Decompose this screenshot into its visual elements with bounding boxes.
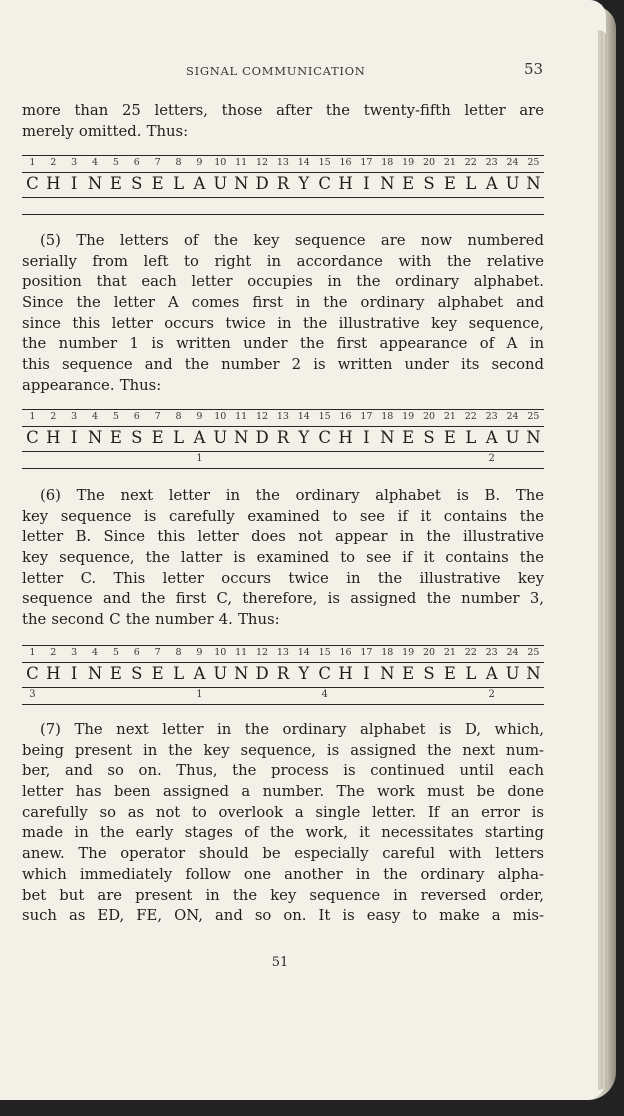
text-line: letter has been assigned a number. The work must be done — [22, 783, 544, 801]
assigned-number — [481, 199, 502, 212]
column-number: 12 — [256, 157, 269, 168]
key-letter: R — [276, 664, 290, 683]
key-letter: S — [423, 428, 435, 447]
assigned-number-row — [22, 453, 544, 466]
assigned-number — [460, 199, 481, 212]
text-line: position that each letter occupies in the ordinary alphabet. — [22, 273, 544, 291]
column-number: 5 — [112, 647, 119, 658]
key-letter: H — [338, 174, 353, 193]
key-letter: N — [526, 664, 541, 683]
column-number: 18 — [381, 411, 394, 422]
key-letter: N — [233, 664, 249, 683]
key-letter: N — [380, 428, 395, 447]
column-number-row — [22, 411, 544, 425]
assigned-number — [377, 689, 398, 702]
key-letter: H — [46, 174, 61, 193]
column-number: 12 — [256, 411, 269, 422]
key-letter: S — [131, 428, 143, 447]
column-number: 11 — [235, 647, 248, 658]
column-number: 25 — [527, 157, 540, 168]
intro-paragraph — [22, 101, 544, 142]
text-line: carefully so as not to overlook a single letter. If an error is — [22, 803, 544, 821]
assigned-number: 3 — [29, 689, 36, 700]
column-number: 3 — [71, 411, 78, 422]
key-letter: H — [46, 664, 61, 683]
assigned-number — [314, 453, 335, 466]
column-number: 14 — [297, 157, 310, 168]
key-letter: A — [193, 174, 206, 193]
assigned-number — [460, 453, 481, 466]
column-number: 23 — [485, 157, 498, 168]
key-letter: A — [485, 428, 498, 447]
column-number: 13 — [276, 411, 289, 422]
assigned-number — [377, 453, 398, 466]
assigned-number — [335, 453, 356, 466]
text-line: Since the letter A comes first in the ordinary alphabet and — [22, 294, 544, 312]
assigned-number — [210, 199, 231, 212]
column-number: 16 — [339, 157, 352, 168]
assigned-number — [64, 453, 85, 466]
key-table-2 — [22, 409, 544, 471]
assigned-number — [22, 453, 43, 466]
column-number: 24 — [506, 411, 519, 422]
column-number: 11 — [235, 157, 248, 168]
assigned-number — [85, 199, 106, 212]
key-letter: E — [109, 664, 122, 683]
key-letter: Y — [298, 174, 310, 193]
key-letter: E — [151, 174, 164, 193]
key-table-1 — [22, 155, 544, 217]
key-letter: U — [505, 664, 520, 683]
table-rule — [22, 172, 544, 173]
table-rule — [22, 468, 544, 469]
column-number: 13 — [276, 157, 289, 168]
key-letter: N — [380, 664, 395, 683]
assigned-number-row — [22, 689, 544, 702]
column-number: 20 — [423, 157, 436, 168]
text-line: the second C the number 4. Thus: — [22, 611, 280, 629]
assigned-number — [126, 453, 147, 466]
key-letter: D — [255, 428, 269, 447]
column-number: 10 — [214, 647, 227, 658]
column-number: 24 — [506, 157, 519, 168]
key-letter: C — [318, 428, 331, 447]
key-letter: N — [526, 174, 541, 193]
column-number: 20 — [423, 411, 436, 422]
key-letter: E — [151, 428, 164, 447]
key-letter: E — [402, 428, 415, 447]
column-number-row — [22, 647, 544, 661]
assigned-number — [43, 453, 64, 466]
assigned-number — [356, 689, 377, 702]
key-letter: U — [505, 428, 520, 447]
assigned-number: 2 — [488, 689, 495, 700]
key-letter: L — [173, 664, 185, 683]
assigned-number — [252, 453, 273, 466]
assigned-number — [106, 199, 127, 212]
column-number: 6 — [133, 647, 140, 658]
column-number: 21 — [443, 647, 456, 658]
text-line: ber, and so on. Thus, the process is continued until each — [22, 762, 544, 780]
column-number: 6 — [133, 157, 140, 168]
assigned-number — [126, 199, 147, 212]
assigned-number — [523, 199, 544, 212]
assigned-number — [440, 689, 461, 702]
table-rule — [22, 451, 544, 452]
table-rule — [22, 662, 544, 663]
text-line: this sequence and the number 2 is written under its second — [22, 356, 544, 374]
column-number: 14 — [297, 647, 310, 658]
column-number: 10 — [214, 157, 227, 168]
key-letter: E — [109, 174, 122, 193]
column-number-row — [22, 157, 544, 171]
column-number: 9 — [196, 157, 203, 168]
assigned-number — [252, 199, 273, 212]
key-letter: Y — [298, 664, 310, 683]
key-letter: N — [233, 428, 249, 447]
assigned-number — [314, 199, 335, 212]
column-number: 2 — [50, 411, 57, 422]
assigned-number — [356, 453, 377, 466]
key-letter: E — [443, 174, 456, 193]
column-number: 7 — [154, 647, 161, 658]
assigned-number — [293, 453, 314, 466]
text-line: key sequence is carefully examined to see if it contains the — [22, 507, 544, 525]
key-letter-row — [22, 174, 544, 196]
column-number: 21 — [443, 157, 456, 168]
assigned-number — [419, 199, 440, 212]
column-number: 15 — [318, 157, 331, 168]
column-number: 4 — [92, 647, 99, 658]
key-letter: R — [276, 428, 290, 447]
key-letter-row — [22, 664, 544, 686]
key-letter: S — [423, 174, 435, 193]
column-number: 22 — [464, 647, 477, 658]
key-letter: E — [402, 664, 415, 683]
column-number: 25 — [527, 411, 540, 422]
assigned-number — [502, 689, 523, 702]
key-letter: H — [338, 664, 353, 683]
assigned-number — [147, 199, 168, 212]
column-number: 9 — [196, 411, 203, 422]
key-letter: C — [318, 664, 331, 683]
assigned-number — [293, 199, 314, 212]
column-number: 17 — [360, 647, 373, 658]
assigned-number — [502, 453, 523, 466]
column-number: 8 — [175, 647, 182, 658]
page-stack-edge — [598, 30, 608, 1090]
paragraph-6 — [22, 486, 544, 631]
column-number: 4 — [92, 157, 99, 168]
table-rule — [22, 214, 544, 215]
text-line: such as ED, FE, ON, and so on. It is easy to make a mis- — [22, 907, 544, 925]
key-letter: L — [465, 174, 477, 193]
text-line: letter B. Since this letter does not appear in the illustrative — [22, 528, 544, 546]
column-number: 19 — [402, 647, 415, 658]
column-number: 7 — [154, 157, 161, 168]
key-letter: D — [255, 174, 269, 193]
key-letter: D — [255, 664, 269, 683]
text-line: which immediately follow one another in the ordinary alpha- — [22, 865, 544, 883]
key-letter: I — [70, 664, 78, 683]
assigned-number — [43, 199, 64, 212]
column-number: 24 — [506, 647, 519, 658]
key-letter: C — [26, 664, 39, 683]
key-letter: N — [87, 664, 103, 683]
key-letter: N — [87, 174, 103, 193]
text-line: merely omitted. Thus: — [22, 122, 189, 140]
key-letter: A — [485, 174, 498, 193]
text-line: anew. The operator should be especially careful with letters — [22, 845, 544, 863]
column-number: 15 — [318, 411, 331, 422]
column-number: 8 — [175, 411, 182, 422]
text-line: (6) The next letter in the ordinary alphabet is B. The — [40, 487, 544, 504]
key-letter: L — [465, 664, 477, 683]
assigned-number — [273, 453, 294, 466]
table-rule — [22, 197, 544, 198]
assigned-number — [335, 199, 356, 212]
column-number: 12 — [256, 647, 269, 658]
key-letter: S — [131, 664, 143, 683]
text-line: (5) The letters of the key sequence are now numbered — [40, 232, 544, 249]
column-number: 22 — [464, 411, 477, 422]
text-line: sequence and the first C, therefore, is assigned the number 3, — [22, 590, 544, 608]
text-line: since this letter occurs twice in the illustrative key sequence, — [22, 314, 544, 332]
key-letter: R — [276, 174, 290, 193]
assigned-number — [210, 453, 231, 466]
column-number: 23 — [485, 411, 498, 422]
column-number: 19 — [402, 411, 415, 422]
text-line: key sequence, the latter is examined to see if it contains the — [22, 549, 544, 567]
running-head: SIGNAL COMMUNICATION — [186, 64, 366, 78]
column-number: 3 — [71, 157, 78, 168]
assigned-number — [273, 689, 294, 702]
table-rule — [22, 704, 544, 705]
paragraph-7 — [22, 720, 544, 927]
text-line: appearance. Thus: — [22, 376, 162, 394]
text-line: (7) The next letter in the ordinary alphabet is D, which, — [40, 721, 544, 738]
key-letter: C — [26, 174, 39, 193]
key-letter: Y — [298, 428, 310, 447]
assigned-number — [64, 689, 85, 702]
column-number: 1 — [29, 411, 36, 422]
text-line: serially from left to right in accordance with the relative — [22, 252, 544, 270]
assigned-number — [398, 453, 419, 466]
key-letter: N — [87, 428, 103, 447]
column-number: 6 — [133, 411, 140, 422]
assigned-number — [168, 689, 189, 702]
key-letter: L — [173, 428, 185, 447]
assigned-number — [168, 199, 189, 212]
assigned-number — [440, 199, 461, 212]
text-line: the number 1 is written under the first appearance of A in — [22, 335, 544, 353]
key-letter: A — [193, 428, 206, 447]
key-letter: I — [363, 428, 370, 447]
column-number: 8 — [175, 157, 182, 168]
assigned-number — [22, 199, 43, 212]
key-letter-row — [22, 428, 544, 450]
text-line: made in the early stages of the work, it necessitates starting — [22, 824, 544, 842]
column-number: 18 — [381, 647, 394, 658]
assigned-number — [210, 689, 231, 702]
assigned-number: 4 — [321, 689, 328, 700]
key-letter: I — [363, 664, 370, 683]
text-line: more than 25 letters, those after the twenty-fifth letter are — [22, 102, 544, 119]
assigned-number — [273, 199, 294, 212]
assigned-number — [147, 453, 168, 466]
assigned-number — [126, 689, 147, 702]
key-letter: E — [402, 174, 415, 193]
column-number: 25 — [527, 647, 540, 658]
key-letter: C — [318, 174, 331, 193]
table-rule — [22, 645, 544, 646]
assigned-number — [85, 689, 106, 702]
key-letter: L — [173, 174, 185, 193]
assigned-number — [398, 689, 419, 702]
column-number: 2 — [50, 157, 57, 168]
assigned-number — [168, 453, 189, 466]
column-number: 22 — [464, 157, 477, 168]
assigned-number — [356, 199, 377, 212]
key-letter: E — [151, 664, 164, 683]
column-number: 1 — [29, 157, 36, 168]
key-letter: N — [380, 174, 395, 193]
column-number: 3 — [71, 647, 78, 658]
assigned-number — [335, 689, 356, 702]
key-table-3 — [22, 645, 544, 707]
column-number: 11 — [235, 411, 248, 422]
assigned-number — [106, 689, 127, 702]
assigned-number-row — [22, 199, 544, 212]
key-letter: A — [193, 664, 206, 683]
column-number: 17 — [360, 411, 373, 422]
key-letter: S — [131, 174, 143, 193]
assigned-number: 1 — [196, 689, 203, 700]
column-number: 1 — [29, 647, 36, 658]
table-rule — [22, 409, 544, 410]
column-number: 7 — [154, 411, 161, 422]
page-number: 53 — [524, 60, 544, 78]
assigned-number: 1 — [196, 453, 203, 464]
key-letter: E — [109, 428, 122, 447]
key-letter: N — [233, 174, 249, 193]
assigned-number — [377, 199, 398, 212]
text-line: bet but are present in the key sequence in reversed order, — [22, 886, 544, 904]
column-number: 9 — [196, 647, 203, 658]
key-letter: I — [70, 174, 78, 193]
key-letter: L — [465, 428, 477, 447]
assigned-number — [398, 199, 419, 212]
key-letter: C — [26, 428, 39, 447]
assigned-number — [147, 689, 168, 702]
table-rule — [22, 155, 544, 156]
assigned-number — [293, 689, 314, 702]
column-number: 4 — [92, 411, 99, 422]
key-letter: E — [443, 428, 456, 447]
key-letter: U — [213, 428, 228, 447]
key-letter: A — [485, 664, 498, 683]
key-letter: H — [338, 428, 353, 447]
key-letter: U — [213, 664, 228, 683]
assigned-number — [106, 453, 127, 466]
column-number: 15 — [318, 647, 331, 658]
assigned-number — [523, 689, 544, 702]
key-letter: I — [363, 174, 370, 193]
text-line: letter C. This letter occurs twice in the illustrative key — [22, 569, 544, 587]
assigned-number — [43, 689, 64, 702]
assigned-number — [523, 453, 544, 466]
assigned-number — [231, 199, 252, 212]
assigned-number — [419, 453, 440, 466]
assigned-number — [502, 199, 523, 212]
assigned-number — [64, 199, 85, 212]
column-number: 21 — [443, 411, 456, 422]
assigned-number — [231, 689, 252, 702]
column-number: 2 — [50, 647, 57, 658]
key-letter: N — [526, 428, 541, 447]
table-rule — [22, 426, 544, 427]
column-number: 23 — [485, 647, 498, 658]
key-letter: H — [46, 428, 61, 447]
column-number: 16 — [339, 411, 352, 422]
assigned-number: 2 — [488, 453, 495, 464]
column-number: 5 — [112, 157, 119, 168]
assigned-number — [252, 689, 273, 702]
column-number: 17 — [360, 157, 373, 168]
text-line: being present in the key sequence, is assigned the next num- — [22, 741, 544, 759]
column-number: 20 — [423, 647, 436, 658]
key-letter: I — [70, 428, 78, 447]
key-letter: S — [423, 664, 435, 683]
column-number: 16 — [339, 647, 352, 658]
column-number: 13 — [276, 647, 289, 658]
column-number: 18 — [381, 157, 394, 168]
column-number: 19 — [402, 157, 415, 168]
column-number: 5 — [112, 411, 119, 422]
column-number: 14 — [297, 411, 310, 422]
key-letter: U — [213, 174, 228, 193]
key-letter: E — [443, 664, 456, 683]
key-letter: U — [505, 174, 520, 193]
paragraph-5 — [22, 231, 544, 397]
assigned-number — [189, 199, 210, 212]
assigned-number — [460, 689, 481, 702]
table-rule — [22, 687, 544, 688]
assigned-number — [231, 453, 252, 466]
assigned-number — [85, 453, 106, 466]
folio-number: 51 — [271, 955, 289, 970]
assigned-number — [419, 689, 440, 702]
column-number: 10 — [214, 411, 227, 422]
assigned-number — [440, 453, 461, 466]
